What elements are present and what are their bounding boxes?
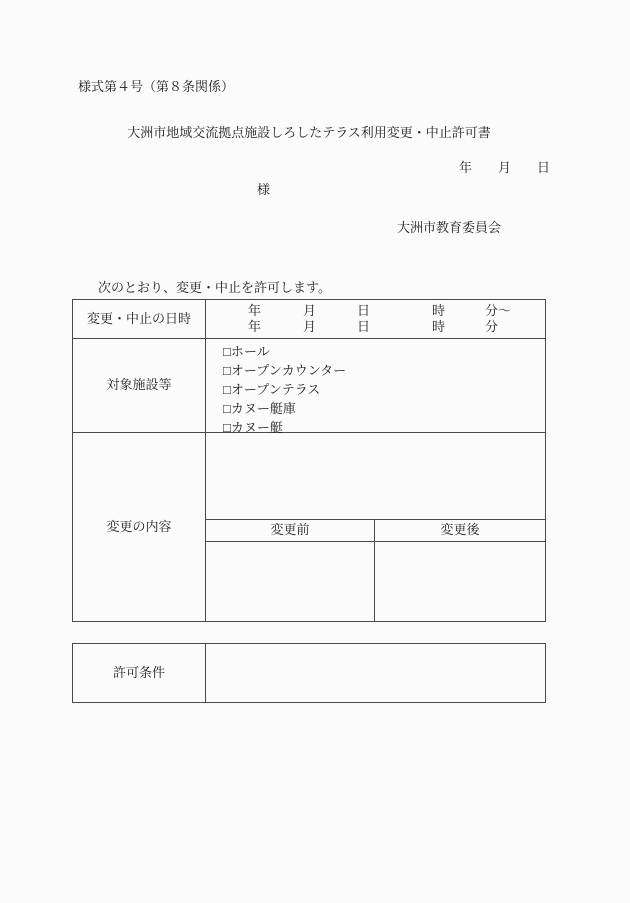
unit-day: 日	[357, 319, 371, 334]
facilities-options	[206, 339, 545, 435]
form-number: 様式第４号（第８条関係）	[78, 79, 235, 94]
before-value-cell	[206, 542, 375, 621]
change-description-cell	[206, 433, 545, 520]
permit-conditions-cell	[206, 644, 545, 702]
document-title: 大洲市地域交流拠点施設しろしたテラス利用変更・中止許可書	[127, 125, 491, 140]
datetime-line-end	[206, 319, 545, 335]
datetime-row	[73, 300, 545, 339]
facilities-row-label: 対象施設等	[73, 339, 206, 432]
before-after-header	[206, 520, 545, 542]
unit-hour: 時	[432, 303, 446, 318]
unit-hour: 時	[432, 319, 446, 334]
change-details-row	[73, 433, 545, 621]
datetime-line-start	[206, 303, 545, 319]
checkbox-icon: □	[223, 401, 231, 416]
facility-label: オープンカウンター	[230, 363, 347, 378]
change-details-area	[206, 433, 545, 621]
facility-label: オープンテラス	[230, 382, 321, 397]
unit-minute: 分	[485, 319, 499, 334]
facility-label: カヌー艇庫	[230, 401, 296, 416]
checkbox-icon: □	[223, 363, 231, 378]
facility-label: カヌー艇	[230, 420, 283, 435]
after-header-cell: 変更後	[440, 522, 480, 538]
before-header-cell: 変更前	[206, 520, 375, 541]
issue-date-line: 年 月 日	[458, 160, 550, 175]
addressee-suffix: 様	[257, 182, 271, 197]
after-value-cell	[375, 542, 545, 621]
checkbox-icon: □	[223, 382, 231, 397]
facility-option-open-counter	[223, 361, 545, 380]
permit-conditions-table	[72, 643, 546, 703]
unit-month: 月	[303, 303, 317, 318]
intro-sentence: 次のとおり、変更・中止を許可します。	[98, 280, 331, 295]
before-after-body	[206, 542, 545, 621]
datetime-row-label: 変更・中止の日時	[73, 300, 206, 338]
unit-month: 月	[303, 319, 317, 334]
unit-year: 年	[248, 319, 262, 334]
permit-conditions-label: 許可条件	[73, 644, 206, 702]
facility-label: ホール	[230, 344, 270, 359]
permit-table	[72, 299, 546, 622]
datetime-fill-area	[206, 300, 545, 338]
facility-option-open-terrace	[223, 380, 545, 399]
unit-year: 年	[248, 303, 262, 318]
checkbox-icon: □	[223, 420, 231, 435]
facility-option-canoe-shed	[223, 399, 545, 418]
unit-day: 日	[357, 303, 371, 318]
issuer-name: 大洲市教育委員会	[397, 220, 502, 235]
facility-option-hall	[223, 342, 545, 361]
facilities-row	[73, 339, 545, 433]
checkbox-icon: □	[223, 344, 231, 359]
change-details-label: 変更の内容	[73, 433, 206, 621]
unit-minute-tilde: 分～	[485, 303, 512, 318]
